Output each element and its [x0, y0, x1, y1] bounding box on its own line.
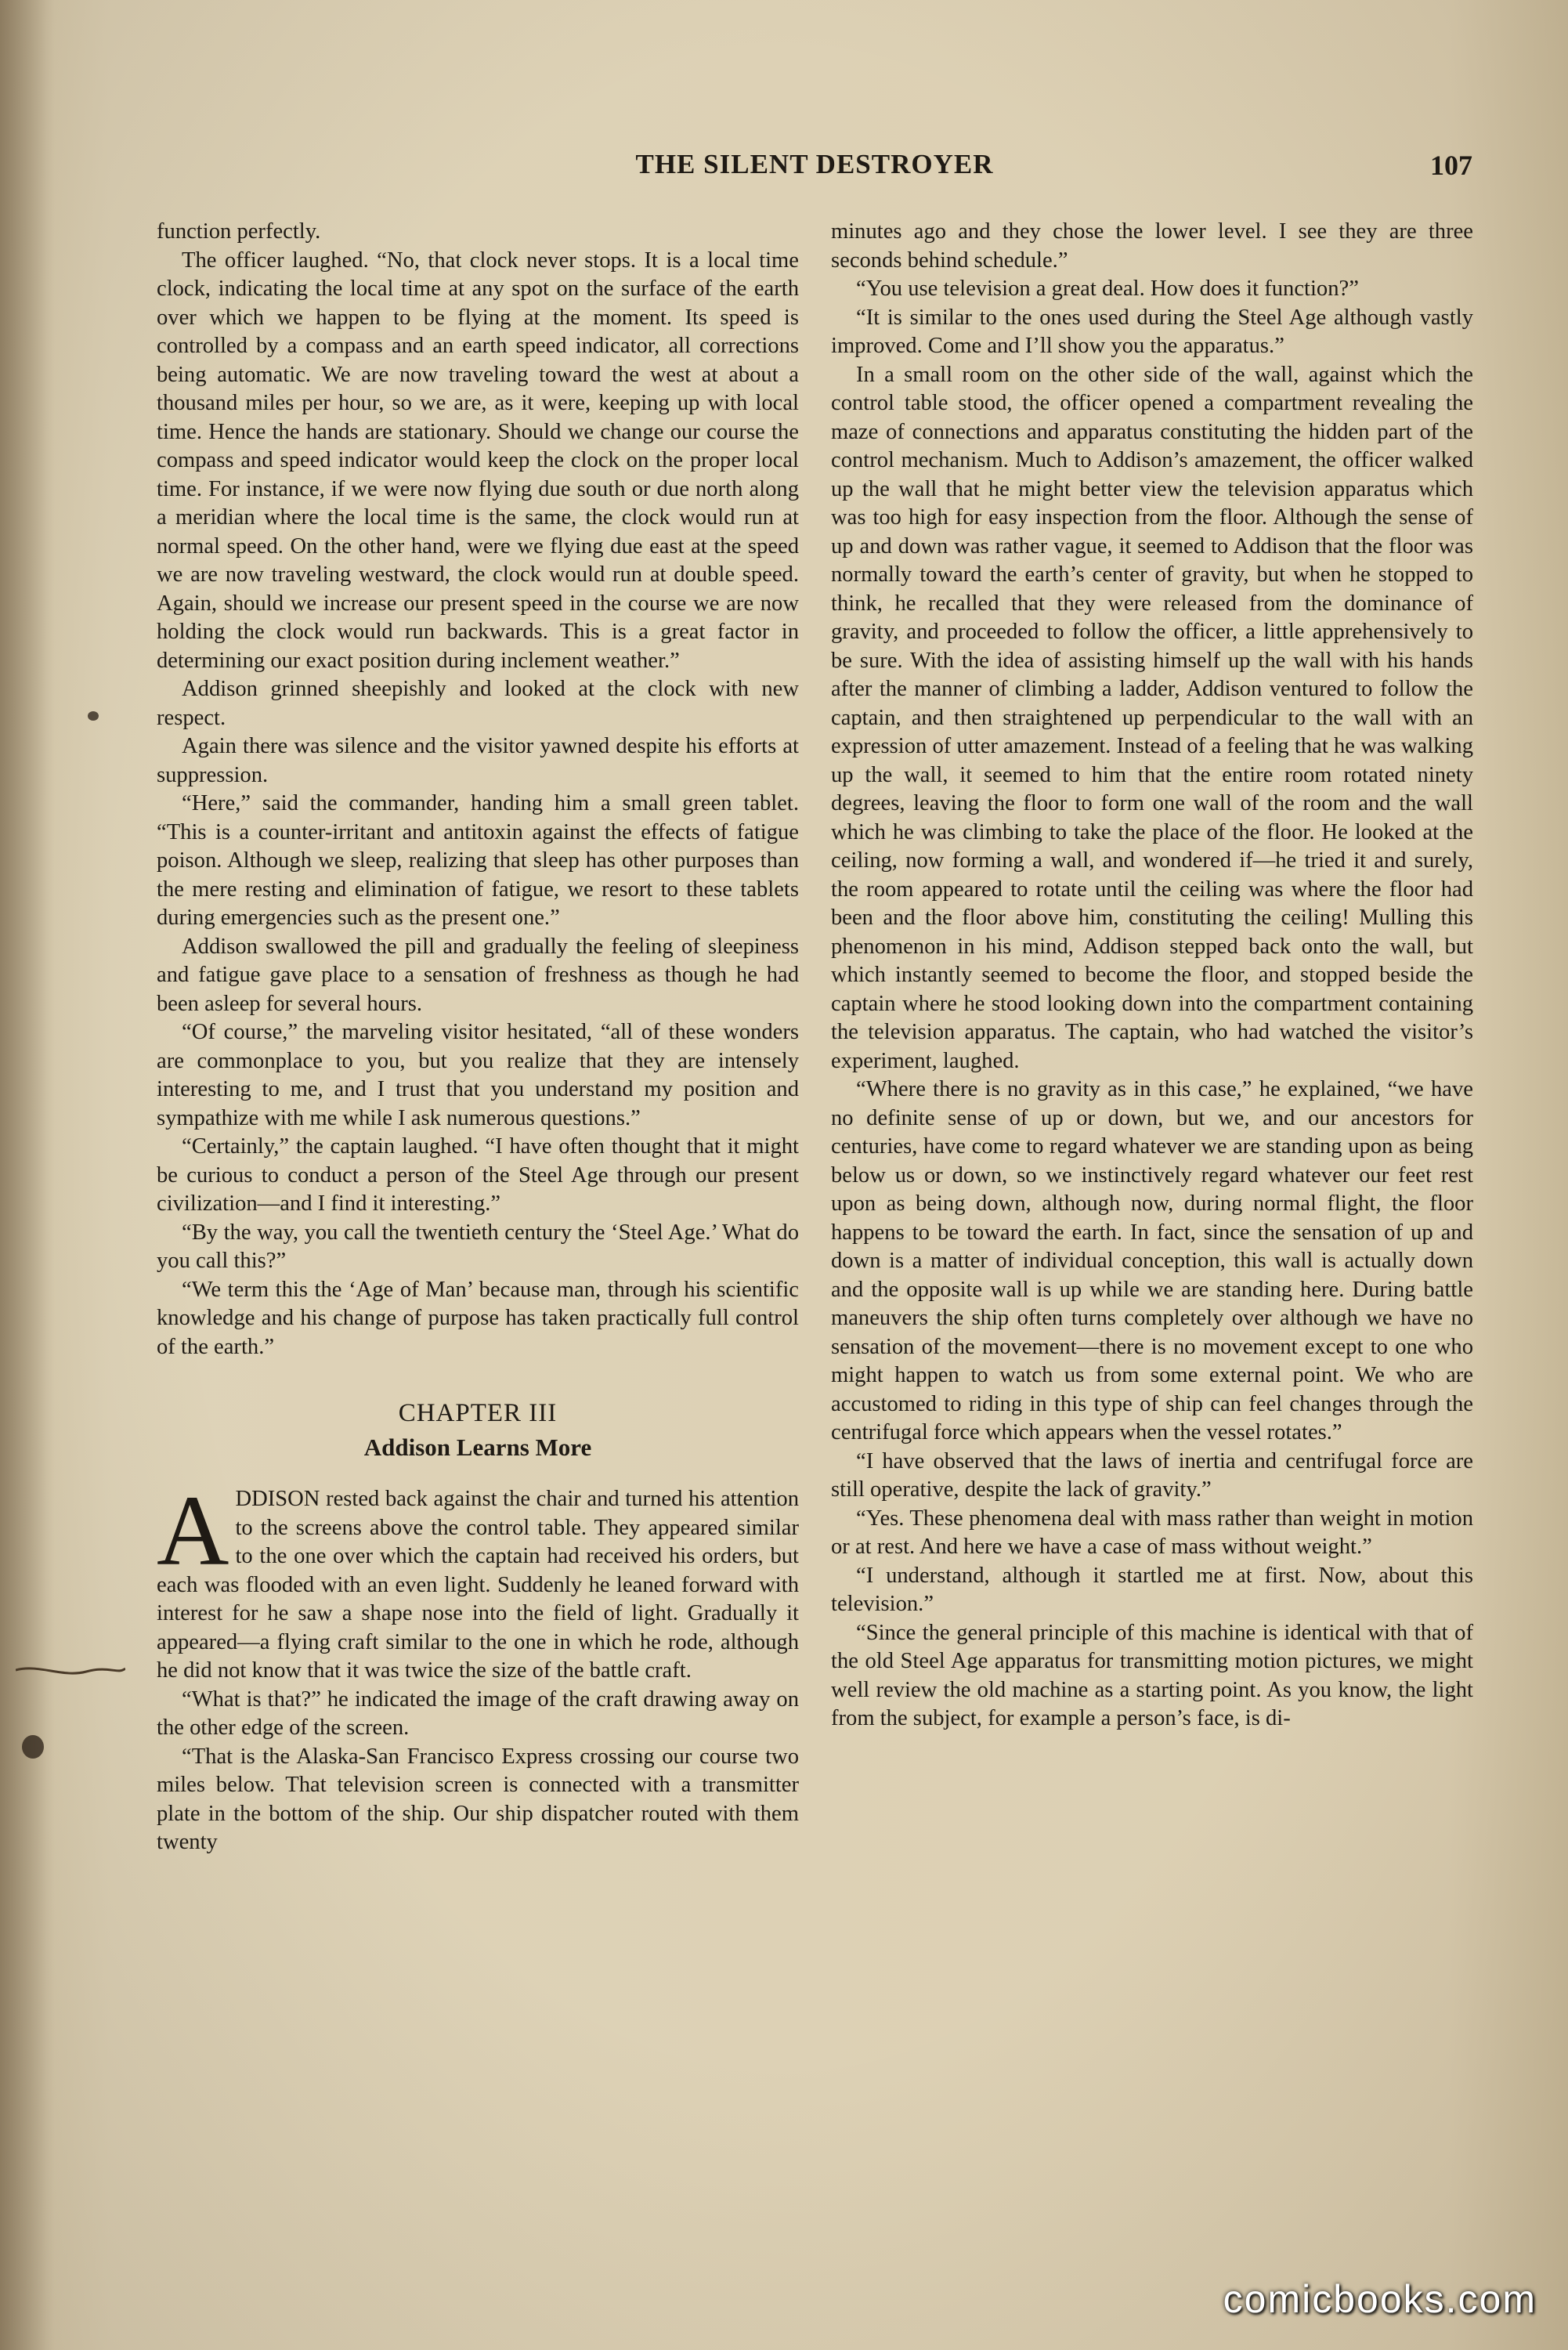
drop-cap: A [157, 1475, 229, 1586]
paragraph: function perfectly. [157, 219, 321, 244]
paragraph: Addison swallowed the pill and gradually the feeling of sleepiness and fatigue gave place to a sensation of freshness as though he had been asleep for several hours. [157, 934, 799, 1016]
paragraph: minutes ago and they chose the lower level. I see they are three seconds behind schedule.” [831, 219, 1473, 273]
paragraph: “That is the Alaska-San Francisco Express crossing our course two miles below. That television screen is connected with a transmitter plate in the bottom of the ship. Our ship dispatcher routed with them twenty [157, 1744, 799, 1854]
paragraph: Addison grinned sheepishly and looked at the clock with new respect. [157, 677, 799, 730]
paragraph: The officer laughed. “No, that clock never stops. It is a local time clock, indicating the local time at any spot on the surface of the earth over which we happen to be flying at the moment. Its speed is controlled by a compass and an earth speed indicator, all corrections being automatic. We are now traveling toward the west at about a thousand miles per hour, so we are, as it were, keeping up with local time. Hence the hands are stationary. Should we change our course the compass and speed indicator would keep the clock on the proper local time. For instance, if we were now flying due south or due north along a meridian where the local time is the same, the clock would run at normal speed. On the other hand, were we flying due east at the speed we are now traveling westward, the clock would run at double speed. Again, should we increase our present speed in the course we are now holding the clock would run backwards. This is a great factor in determining our exact position during inclement weather.” [157, 248, 799, 673]
page-number: 107 [1430, 150, 1472, 181]
ink-blot [22, 1735, 44, 1759]
paragraph: “I understand, although it startled me at first. Now, about this television.” [831, 1563, 1473, 1616]
right-column [831, 218, 1473, 1734]
chapter-title: Addison Learns More [363, 1434, 592, 1461]
paragraph: “Here,” said the commander, handing him a small green tablet. “This is a counter-irritant and antitoxin against the effects of fatigue poison. Although we sleep, realizing that sleep has other purposes than the mere resting and elimination of fatigue, we resort to these tablets during emergencies such as the present one.” [157, 791, 799, 930]
paragraph: “Since the general principle of this machine is identical with that of the old Steel Age apparatus for transmitting motion pictures, we might well review the old machine as a starting point. As you know, the light from the subject, for example a person’s face, is di- [831, 1620, 1473, 1730]
chapter-heading [157, 1396, 799, 1465]
paragraph: “You use television a great deal. How does it function?” [856, 277, 1359, 301]
paragraph: “Certainly,” the captain laughed. “I have often thought that it might be curious to conduct a person of the Steel Age through our present civilization—and I find it interesting.” [157, 1134, 799, 1216]
chapter-opening-text: DDISON rested back against the chair and turned his attention to the screens above the control table. They appeared similar to the one over which the captain had received his orders, but each was flooded with an even light. Suddenly he leaned forward with interest for he saw a shape nose into the field of light. Gradually it appeared—a flying craft similar to the one in which he rode, although he did not know that it was twice the size of the battle craft. [157, 1487, 799, 1683]
site-watermark: comicbooks.com [1223, 2277, 1537, 2321]
ink-blot [88, 711, 99, 721]
chapter-number: CHAPTER III [398, 1399, 558, 1427]
paragraph: “Of course,” the marveling visitor hesitated, “all of these wonders are commonplace to you, but you realize that they are intensely interesting to me, and I trust that you understand my position and sympathize with me while I ask numerous questions.” [157, 1020, 799, 1130]
paragraph: “We term this the ‘Age of Man’ because man, through his scientific knowledge and his change of purpose has taken practically full control of the earth.” [157, 1277, 799, 1359]
paper-tear [16, 1661, 125, 1684]
chapter-opening-paragraph [157, 1475, 799, 1686]
running-header [157, 149, 1472, 188]
page-edge-shadow [0, 0, 55, 2350]
left-column [157, 218, 799, 1857]
paragraph: “What is that?” he indicated the image of the craft drawing away on the other edge of the screen. [157, 1687, 799, 1740]
paragraph: Again there was silence and the visitor yawned despite his efforts at suppression. [157, 734, 799, 787]
paragraph: “Yes. These phenomena deal with mass rather than weight in motion or at rest. And here we have a case of mass without weight.” [831, 1506, 1473, 1559]
paragraph: “By the way, you call the twentieth century the ‘Steel Age.’ What do you call this?” [157, 1220, 799, 1273]
paragraph: “It is similar to the ones used during the Steel Age although vastly improved. Come and I’ll show you the apparatus.” [831, 305, 1473, 358]
paragraph: “I have observed that the laws of inertia and centrifugal force are still operative, despite the lack of gravity.” [831, 1448, 1473, 1502]
running-title: THE SILENT DESTROYER [635, 149, 994, 179]
paragraph: “Where there is no gravity as in this case,” he explained, “we have no definite sense of up or down, but we, and our ancestors for centuries, have come to regard whatever we are standing upon as being below us or down, so we instinctively regard whatever our feet rest upon as being down, although now, during normal flight, the floor happens to be toward the earth. In fact, since the sensation of up and down is a matter of individual conception, this wall is actually down and the opposite wall is up while we are standing here. During battle maneuvers the ship often turns completely over although we have no sensation of the movement—there is no movement except to one who might happen to watch us from some external point. We who are accustomed to riding in this type of ship can feel changes through the centrifugal force which appears when the vessel rotates.” [831, 1077, 1473, 1444]
paragraph: In a small room on the other side of the wall, against which the control table stood, the officer opened a compartment revealing the maze of connections and apparatus constituting the hidden part of the control mechanism. Much to Addison’s amazement, the officer walked up the wall that he might better view the television apparatus which was too high for easy inspection from the floor. Although the sense of up and down was rather vague, it seemed to Addison that the floor was normally toward the earth’s center of gravity, but when he stopped to think, he recalled that they were released from the dominance of gravity, and proceeded to follow the officer, a little apprehensively to be sure. With the idea of assisting himself up the wall with his hands after the manner of climbing a ladder, Addison ventured to follow the captain, and then straightened up perpendicular to the wall with an expression of utter amazement. Instead of a feeling that he was walking up the wall, it seemed to him that the entire room rotated ninety degrees, leaving the floor to form one wall of the room and the wall which he was climbing to take the place of the floor. He looked at the ceiling, now forming a wall, and wondered if—he tried it and surely, the room appeared to rotate until the ceiling was where the floor had been and the floor above him, constituting the ceiling! Mulling this phenomenon in his mind, Addison stepped back onto the wall, but which instantly seemed to become the floor, and stopped beside the captain where he stood looking down into the compartment containing the television apparatus. The captain, who had watched the visitor’s experiment, laughed. [831, 362, 1473, 1073]
